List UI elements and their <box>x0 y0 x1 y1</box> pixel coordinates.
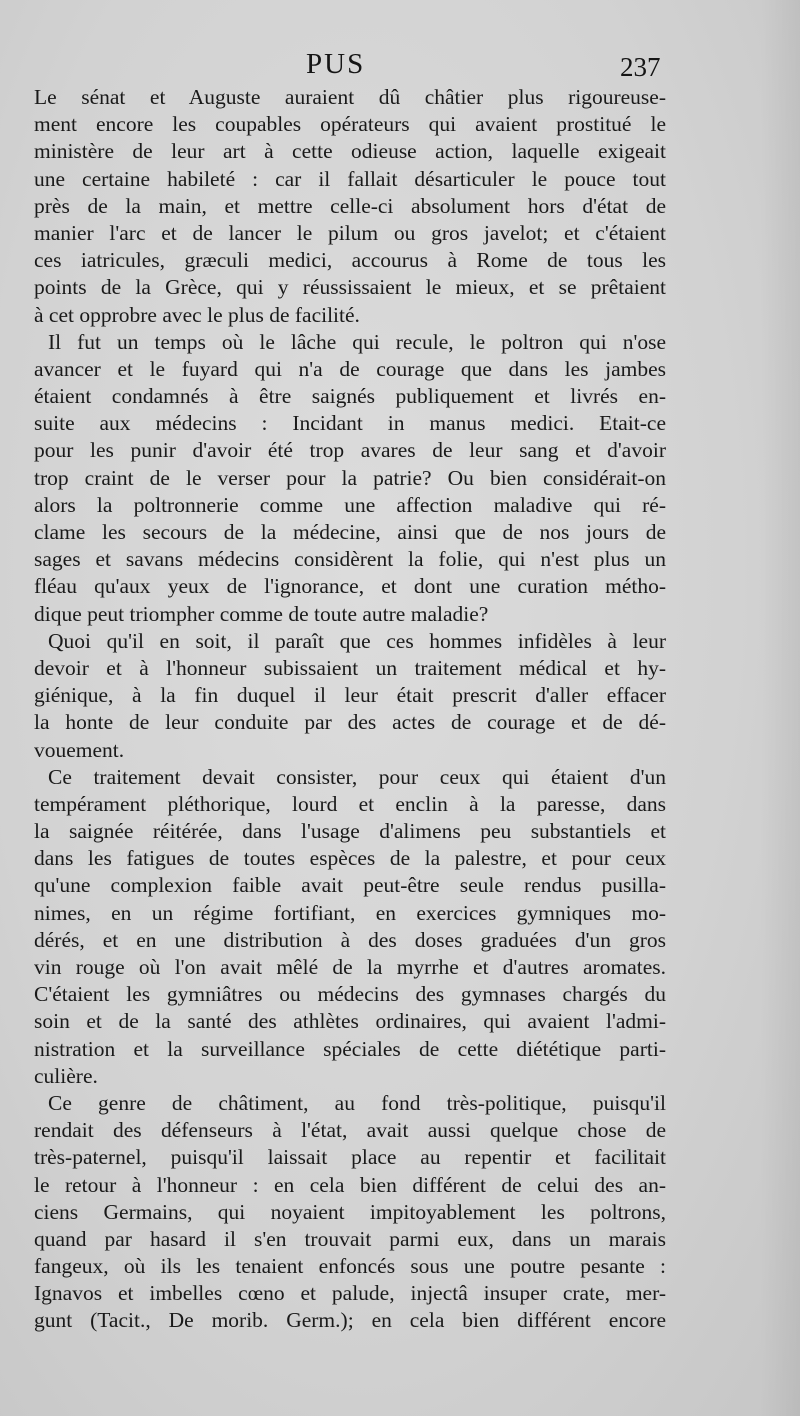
running-title: PUS <box>306 48 366 80</box>
text-line: près de la main, et mettre celle-ci absolument hors d'état de <box>34 193 666 218</box>
text-line: ment encore les coupables opérateurs qui avaient prostitué le <box>34 112 666 137</box>
text-line: une certaine habileté : car il fallait désarticuler le pouce tout <box>34 166 666 191</box>
text-line: rendait des défenseurs à l'état, avait aussi quelque chose de <box>34 1118 666 1143</box>
text-line: la honte de leur conduite par des actes de courage et de dé- <box>34 710 666 735</box>
text-line: alors la poltronnerie comme une affection maladive qui ré- <box>34 492 666 517</box>
paragraph-end-line: vouement. <box>34 737 125 762</box>
text-line: suite aux médecins : Incidant in manus medici. Etait-ce <box>34 411 666 436</box>
text-line: avancer et le fuyard qui n'a de courage que dans les jambes <box>34 356 666 381</box>
text-line: Le sénat et Auguste auraient dû châtier plus rigoureuse- <box>34 85 666 109</box>
text-line: le retour à l'honneur : en cela bien différent de celui des an- <box>34 1172 666 1197</box>
text-line: nistration et la surveillance spéciales de cette diététique parti- <box>34 1036 666 1061</box>
paragraph-start-line: Ce genre de châtiment, au fond très-politique, puisqu'il <box>48 1090 666 1115</box>
text-line: gunt (Tacit., De morib. Germ.); en cela bien différent encore <box>34 1308 666 1333</box>
text-line: trop craint de le verser pour la patrie? Ou bien considérait-on <box>34 465 666 490</box>
page-edge-shadow <box>760 0 800 1416</box>
text-line: soin et de la santé des athlètes ordinaires, qui avaient l'admi- <box>34 1009 666 1034</box>
text-line: fangeux, où ils les tenaient enfoncés sous une poutre pesante : <box>34 1254 666 1279</box>
text-line: C'étaient les gymniâtres ou médecins des gymnases chargés du <box>34 982 666 1007</box>
text-line: sages et savans médecins considèrent la folie, qui n'est plus un <box>34 547 666 572</box>
text-line: giénique, à la fin duquel il leur était prescrit d'aller effacer <box>34 683 666 708</box>
text-line: étaient condamnés à être saignés publiquement et livrés en- <box>34 384 666 409</box>
text-line: tempérament pléthorique, lourd et enclin à la paresse, dans <box>34 791 666 816</box>
text-line: la saignée réitérée, dans l'usage d'alimens peu substantiels et <box>34 819 666 844</box>
paragraph-end-line: culière. <box>34 1063 98 1088</box>
text-line: quand par hasard il s'en trouvait parmi eux, dans un marais <box>34 1226 666 1251</box>
text-line: pour les punir d'avoir été trop avares de leur sang et d'avoir <box>34 438 666 463</box>
page-header <box>0 48 800 84</box>
body-text <box>34 84 666 1335</box>
text-line: nimes, en un régime fortifiant, en exercices gymniques mo- <box>34 900 666 925</box>
text-line: vin rouge où l'on avait mêlé de la myrrhe et d'autres aromates. <box>34 955 666 979</box>
paragraph-start-line: Ce traitement devait consister, pour ceux qui étaient d'un <box>48 764 666 789</box>
text-line: points de la Grèce, qui y réussissaient le mieux, et se prêtaient <box>34 275 666 300</box>
paragraph-start-line: Il fut un temps où le lâche qui recule, le poltron qui n'ose <box>48 329 666 354</box>
text-line: manier l'arc et de lancer le pilum ou gros javelot; et c'étaient <box>34 220 666 245</box>
text-line: dans les fatigues de toutes espèces de la palestre, et pour ceux <box>34 846 666 871</box>
text-line: très-paternel, puisqu'il laissait place au repentir et facilitait <box>34 1145 666 1170</box>
page-number: 237 <box>620 52 661 82</box>
text-line: ces iatricules, græculi medici, accourus à Rome de tous les <box>34 248 666 273</box>
text-line: clame les secours de la médecine, ainsi que de nos jours de <box>34 520 666 544</box>
text-line: devoir et à l'honneur subissaient un traitement médical et hy- <box>34 655 666 680</box>
paragraph-start-line: Quoi qu'il en soit, il paraît que ces hommes infidèles à leur <box>48 628 666 653</box>
text-line: fléau qu'aux yeux de l'ignorance, et dont une curation métho- <box>34 574 666 599</box>
paragraph-end-line: à cet opprobre avec le plus de facilité. <box>34 302 360 327</box>
text-line: dérés, et en une distribution à des doses graduées d'un gros <box>34 927 666 952</box>
text-line: qu'une complexion faible avait peut-être seule rendus pusilla- <box>34 873 666 898</box>
text-line: Ignavos et imbelles cœno et palude, injectâ insuper crate, mer- <box>34 1281 666 1306</box>
text-line: ciens Germains, qui noyaient impitoyablement les poltrons, <box>34 1199 666 1224</box>
paragraph-end-line: dique peut triompher comme de toute autre maladie? <box>34 601 489 626</box>
text-line: ministère de leur art à cette odieuse action, laquelle exigeait <box>34 139 666 164</box>
